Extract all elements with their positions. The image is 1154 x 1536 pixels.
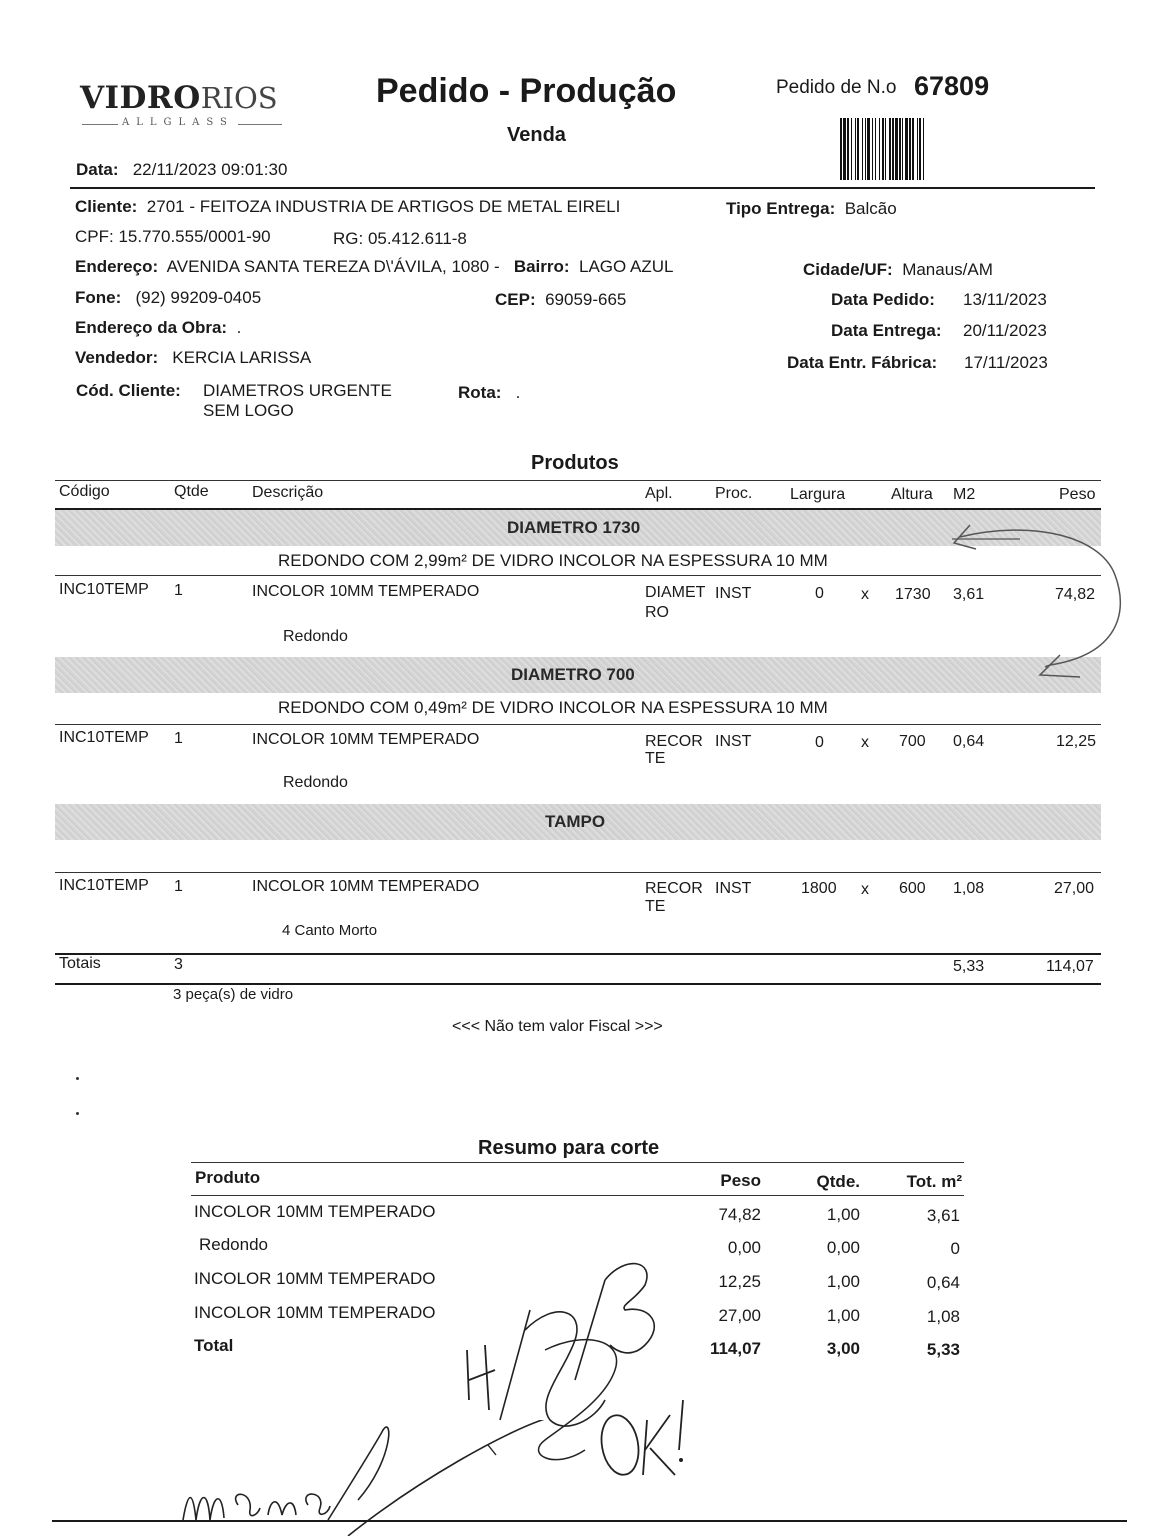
- cell-apl-cont: TE: [645, 898, 666, 915]
- summary-cell-qtde: 0,00: [826, 1238, 860, 1257]
- city-row: [803, 260, 993, 280]
- barcode-bar: [843, 118, 846, 180]
- cell-peso: 12,25: [1056, 733, 1097, 750]
- summary-title: Resumo para corte: [478, 1137, 660, 1159]
- summary-cell-qtde: 1,00: [826, 1306, 860, 1325]
- cell-m2: 0,64: [953, 733, 985, 750]
- col-codigo: Código: [59, 483, 110, 500]
- factory-date-label: Data Entr. Fábrica:: [787, 353, 938, 372]
- address-label: Endereço:: [75, 257, 159, 276]
- products-top-rule: [55, 480, 1101, 481]
- group-title: TAMPO: [545, 812, 606, 831]
- barcode-bar: [847, 118, 849, 180]
- barcode-bar: [899, 118, 901, 180]
- group-title: DIAMETRO 700: [511, 665, 635, 684]
- cell-qtde: 1: [174, 582, 183, 599]
- cell-largura: 0: [815, 734, 824, 751]
- summary-cell-peso: 0,00: [727, 1238, 761, 1257]
- cell-proc: INST: [715, 733, 752, 750]
- order-date-value: 13/11/2023: [963, 290, 1047, 309]
- summary-cell-tot: 3,61: [926, 1206, 960, 1225]
- cell-m2: 3,61: [953, 586, 985, 603]
- cell-descricao: INCOLOR 10MM TEMPERADO: [252, 878, 480, 895]
- group-band: [55, 510, 1101, 546]
- phone-value: (92) 99209-0405: [135, 288, 262, 307]
- cell-peso: 74,82: [1055, 586, 1096, 603]
- summary-top-rule: [191, 1162, 964, 1163]
- route-value: .: [515, 383, 521, 402]
- factory-date-value: 17/11/2023: [964, 353, 1048, 372]
- cell-obs: Redondo: [283, 628, 348, 645]
- cell-descricao: INCOLOR 10MM TEMPERADO: [252, 583, 480, 600]
- date-label: Data:: [76, 160, 119, 179]
- col-qtde: Qtde: [174, 483, 209, 500]
- group-band: [55, 804, 1101, 840]
- totals-m2: 5,33: [953, 958, 985, 975]
- site-address-label: Endereço da Obra:: [75, 318, 228, 337]
- summary-total-label: Total: [194, 1336, 234, 1355]
- order-number: 67809: [914, 71, 990, 101]
- address-row: [75, 257, 674, 277]
- group-rule: [55, 872, 1101, 873]
- group-rule: [55, 724, 1101, 725]
- cell-codigo: INC10TEMP: [59, 729, 149, 746]
- barcode-bar: [862, 118, 863, 180]
- barcode-bar: [855, 118, 856, 180]
- barcode-bar: [840, 118, 842, 180]
- barcode-bar: [902, 118, 903, 180]
- summary-cell-peso: 74,82: [718, 1205, 761, 1224]
- client-code-value-2: SEM LOGO: [203, 401, 294, 420]
- route-label: Rota:: [458, 383, 502, 402]
- summary-cell-tot: 0: [950, 1239, 960, 1258]
- rg-value: RG: 05.412.611-8: [333, 229, 467, 248]
- barcode-bar: [889, 118, 891, 180]
- cell-apl: DIAMET: [645, 584, 706, 601]
- totals-label: Totais: [59, 955, 101, 972]
- summary-total-qtde: 3,00: [826, 1339, 860, 1358]
- cell-obs: 4 Canto Morto: [282, 922, 378, 939]
- cpf-value: CPF: 15.770.555/0001-90: [75, 227, 271, 246]
- page-subtitle: Venda: [507, 124, 566, 146]
- barcode-bar: [875, 118, 876, 180]
- date-value: 22/11/2023 09:01:30: [132, 160, 288, 179]
- group-title: DIAMETRO 1730: [507, 518, 641, 537]
- totals-top-rule: [55, 953, 1101, 955]
- district-value: LAGO AZUL: [579, 257, 674, 276]
- cell-qtde: 1: [174, 878, 183, 895]
- cep-row: [495, 290, 626, 310]
- cell-qtde: 1: [174, 730, 183, 747]
- phone-row: [75, 288, 261, 308]
- barcode-bar: [885, 118, 886, 180]
- order-number-label: Pedido de N.o: [776, 77, 897, 98]
- summary-total-peso: 114,07: [709, 1339, 761, 1358]
- col-m2: M2: [953, 486, 976, 503]
- company-logo: [80, 80, 278, 116]
- products-title: Produtos: [531, 452, 619, 474]
- summary-cell-peso: 12,25: [718, 1272, 761, 1291]
- fiscal-note: <<< Não tem valor Fiscal >>>: [452, 1018, 663, 1035]
- col-descricao: Descrição: [252, 484, 324, 501]
- cell-apl: RECOR: [645, 880, 703, 897]
- summary-header-rule: [191, 1195, 964, 1196]
- barcode-icon: [840, 118, 1012, 180]
- cell-x: x: [861, 734, 869, 751]
- city-value: Manaus/AM: [902, 260, 993, 279]
- seller-row: [75, 348, 311, 368]
- cell-apl-cont: TE: [645, 750, 666, 767]
- summary-cell-produto: INCOLOR 10MM TEMPERADO: [194, 1202, 436, 1221]
- cell-apl: RECOR: [645, 733, 703, 750]
- summary-col-produto: Produto: [195, 1168, 261, 1187]
- cell-peso: 27,00: [1054, 880, 1095, 897]
- city-label: Cidade/UF:: [803, 260, 893, 279]
- pieces-count: 3 peça(s) de vidro: [173, 986, 294, 1003]
- logo-main-text: VIDRO: [80, 80, 201, 116]
- summary-cell-produto: INCOLOR 10MM TEMPERADO: [194, 1303, 436, 1322]
- summary-cell-qtde: 1,00: [826, 1272, 860, 1291]
- cell-proc: INST: [715, 880, 752, 897]
- address-value: AVENIDA SANTA TEREZA D\'ÁVILA, 1080 -: [166, 257, 500, 276]
- col-peso: Peso: [1059, 486, 1096, 503]
- group-note: REDONDO COM 0,49m² DE VIDRO INCOLOR NA ESPESSURA 10 MM: [278, 698, 828, 717]
- cell-x: x: [861, 586, 869, 603]
- header-divider: [70, 187, 1095, 189]
- summary-col-qtde: Qtde.: [816, 1172, 860, 1191]
- totals-qtde: 3: [174, 956, 183, 973]
- order-date-label: Data Pedido:: [831, 290, 935, 309]
- cell-m2: 1,08: [953, 880, 985, 897]
- delivery-type-value: Balcão: [844, 199, 897, 218]
- delivery-date-label: Data Entrega:: [831, 321, 942, 340]
- cell-altura: 1730: [895, 586, 931, 603]
- barcode-bar: [917, 118, 918, 180]
- summary-total-tot: 5,33: [926, 1340, 960, 1359]
- barcode-bar: [895, 118, 898, 180]
- cell-codigo: INC10TEMP: [59, 581, 149, 598]
- page-title: Pedido - Produção: [376, 72, 677, 110]
- handwritten-signature-icon: [178, 1420, 618, 1536]
- barcode-bar: [857, 118, 859, 180]
- cell-altura: 700: [899, 733, 926, 750]
- summary-col-peso: Peso: [720, 1171, 761, 1190]
- cell-largura: 1800: [801, 880, 837, 897]
- cell-largura: 0: [815, 585, 824, 602]
- client-value: 2701 - FEITOZA INDUSTRIA DE ARTIGOS DE METAL EIRELI: [146, 197, 621, 216]
- col-apl: Apl.: [645, 485, 673, 502]
- dot-mark: [76, 1112, 79, 1115]
- delivery-date-value: 20/11/2023: [963, 321, 1047, 340]
- site-address-value: .: [236, 318, 242, 337]
- summary-cell-tot: 0,64: [926, 1273, 960, 1292]
- summary-col-tot: Tot. m²: [906, 1172, 962, 1191]
- cell-proc: INST: [715, 585, 752, 602]
- logo-accent-text: RIOS: [200, 81, 278, 115]
- delivery-type-row: [726, 199, 897, 219]
- summary-cell-produto: INCOLOR 10MM TEMPERADO: [194, 1269, 436, 1288]
- col-proc: Proc.: [715, 485, 753, 502]
- barcode-bar: [865, 118, 866, 180]
- date-row: [76, 160, 287, 180]
- barcode-bar: [923, 118, 924, 180]
- totals-bottom-rule: [55, 983, 1101, 985]
- barcode-bar: [919, 118, 921, 180]
- cell-altura: 600: [899, 880, 926, 897]
- seller-label: Vendedor:: [75, 348, 159, 367]
- barcode-bar: [867, 118, 870, 180]
- summary-cell-produto: Redondo: [199, 1235, 269, 1254]
- cell-apl-cont: RO: [645, 604, 669, 621]
- seller-value: KERCIA LARISSA: [172, 348, 312, 367]
- cell-codigo: INC10TEMP: [59, 877, 149, 894]
- cell-x: x: [861, 881, 869, 898]
- col-largura: Largura: [790, 486, 846, 503]
- client-code-value-1: DIAMETROS URGENTE: [203, 381, 392, 400]
- barcode-bar: [872, 118, 873, 180]
- group-note: REDONDO COM 2,99m² DE VIDRO INCOLOR NA ESPESSURA 10 MM: [278, 551, 828, 570]
- client-label: Cliente:: [75, 197, 138, 216]
- barcode-bar: [912, 118, 914, 180]
- group-band: [55, 657, 1101, 693]
- logo-subtext: ALLGLASS: [118, 117, 238, 128]
- summary-cell-qtde: 1,00: [826, 1205, 860, 1224]
- summary-cell-tot: 1,08: [926, 1307, 960, 1326]
- district-label: Bairro:: [513, 257, 570, 276]
- barcode-bar: [892, 118, 894, 180]
- barcode-bar: [851, 118, 852, 180]
- handwritten-ok-icon: [595, 1390, 705, 1490]
- barcode-bar: [882, 118, 884, 180]
- client-code-label: Cód. Cliente:: [76, 381, 181, 400]
- barcode-bar: [905, 118, 908, 180]
- barcode-bar: [879, 118, 880, 180]
- cell-obs: Redondo: [283, 774, 348, 791]
- barcode-bar: [909, 118, 911, 180]
- cep-value: 69059-665: [545, 290, 627, 309]
- group-rule: [55, 575, 1101, 576]
- phone-label: Fone:: [75, 288, 122, 307]
- totals-peso: 114,07: [1046, 958, 1094, 975]
- footer-rule: [52, 1520, 1127, 1522]
- col-altura: Altura: [891, 486, 933, 503]
- delivery-type-label: Tipo Entrega:: [726, 199, 836, 218]
- site-address-row: [75, 318, 241, 338]
- client-row: [75, 197, 620, 217]
- cell-descricao: INCOLOR 10MM TEMPERADO: [252, 731, 480, 748]
- dot-mark: [76, 1077, 79, 1080]
- route-row: [458, 383, 520, 403]
- cep-label: CEP:: [495, 290, 536, 309]
- summary-cell-peso: 27,00: [718, 1306, 761, 1325]
